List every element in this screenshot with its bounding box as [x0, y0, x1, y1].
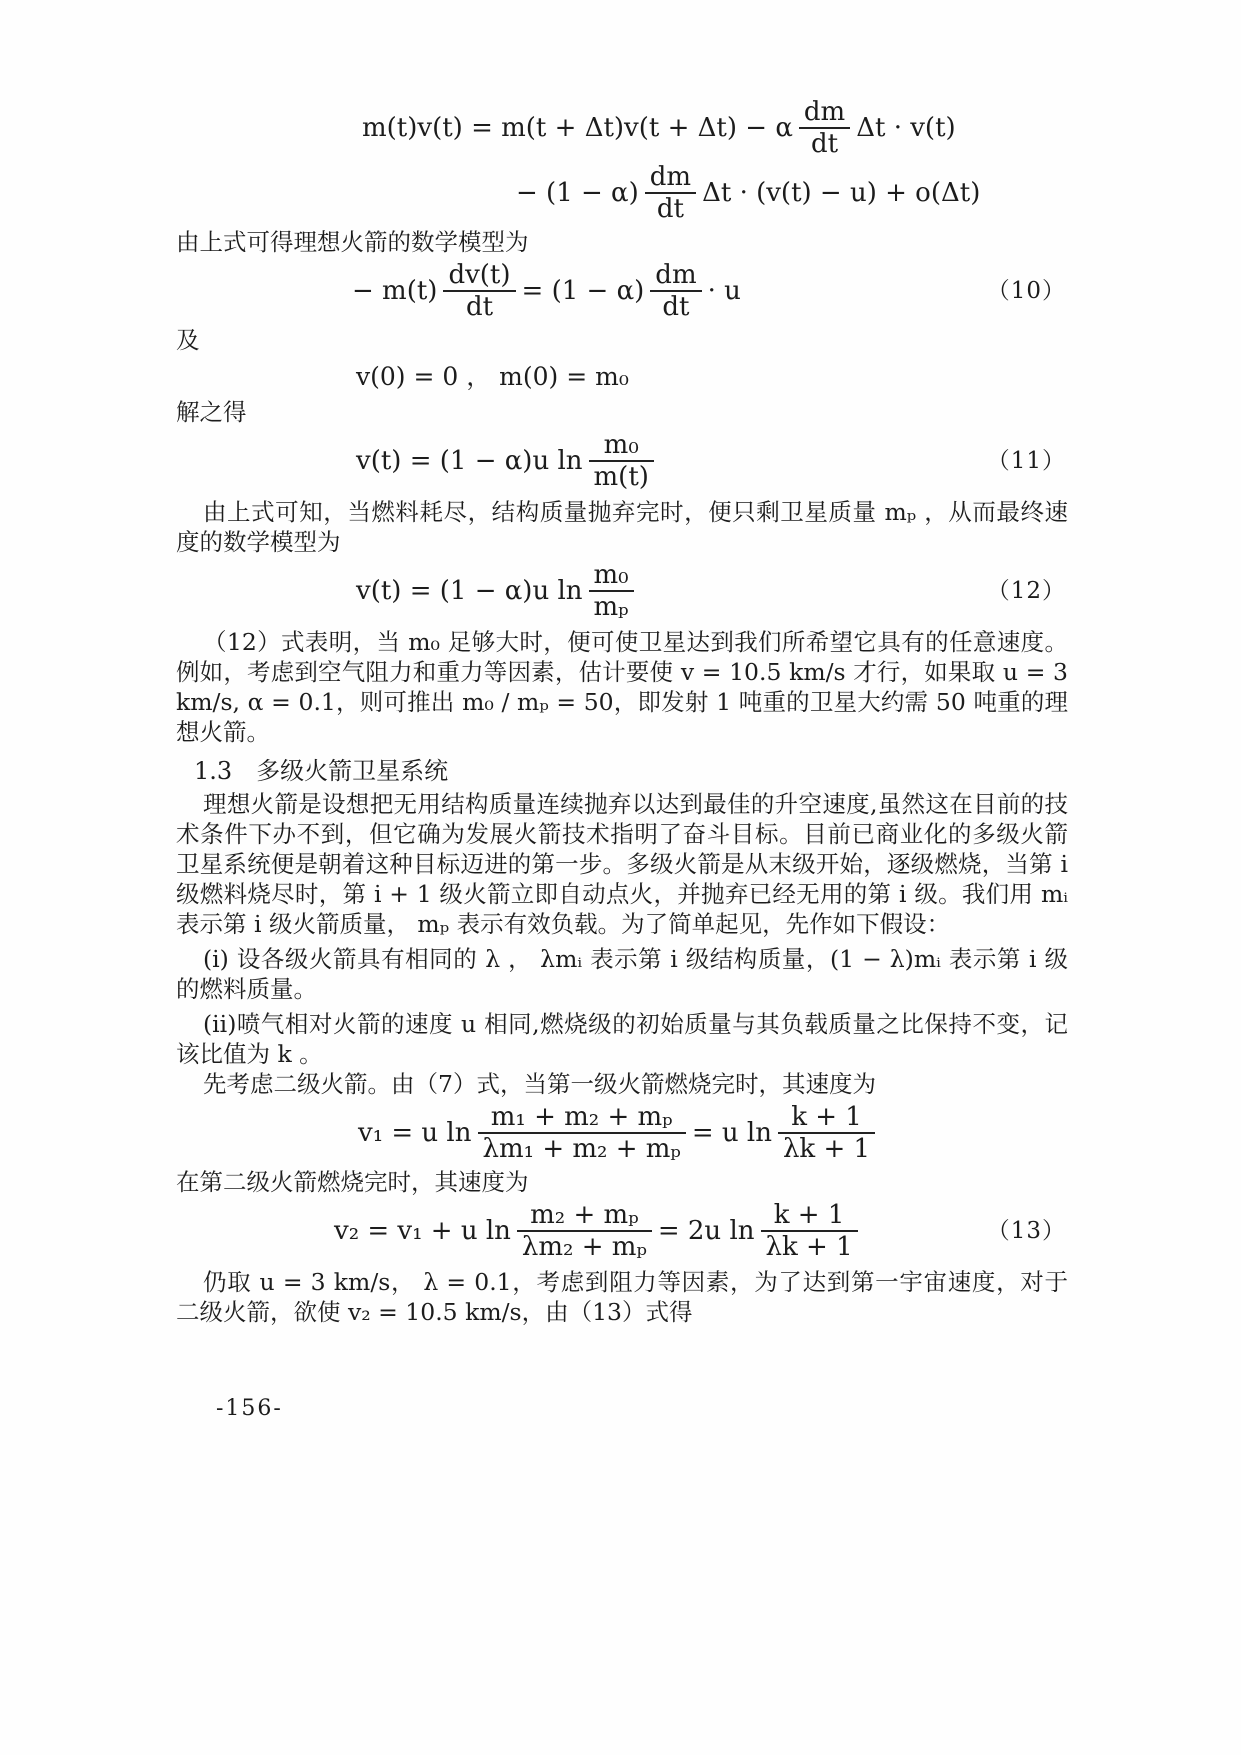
equation-text: = 2u ln [657, 1216, 755, 1247]
fraction-numerator: k + 1 [791, 1102, 862, 1133]
equation-text: v(t) = (1 − α)u ln [356, 446, 583, 477]
page-number: -156- [216, 1396, 283, 1421]
para-example: （12）式表明，当 m₀ 足够大时，便可使卫星达到我们所希望它具有的任意速度。例如，考虑到空气阻力和重力等因素，估计要使 v = 10.5 km/s 才行，如果取 u = 3 km/s, α = 0.1，则可推出 m₀ / mₚ = 50，即发射 1 吨重的卫星大约需 50 吨重的理想火箭。 [176, 628, 1068, 747]
equation-text: Δt · (v(t) − u) + o(Δt) [702, 178, 981, 208]
fraction-numerator: dm [649, 162, 692, 192]
equation-momentum-line1 [176, 97, 1068, 159]
fraction-numerator: m₀ [593, 560, 629, 591]
fraction-denominator: dt [799, 127, 850, 159]
fraction [650, 260, 701, 322]
fraction-denominator: m(t) [589, 460, 654, 492]
fraction-denominator: dt [650, 290, 701, 322]
equation-11 [176, 430, 1068, 492]
fraction [645, 162, 696, 224]
fraction-denominator: mₚ [589, 590, 634, 622]
equation-12 [176, 560, 1068, 622]
equation-text: v₂ = v₁ + u ln [334, 1216, 511, 1247]
para-assumption-ii: (ii)喷气相对火箭的速度 u 相同,燃烧级的初始质量与其负载质量之比保持不变，记该比值为 k 。 [176, 1010, 1068, 1069]
equation-text: Δt · v(t) [856, 113, 956, 143]
para-take-values: 仍取 u = 3 km/s， λ = 0.1，考虑到阻力等因素，为了达到第一宇宙速度，对于二级火箭，欲使 v₂ = 10.5 km/s，由（13）式得 [176, 1268, 1068, 1327]
fraction-numerator: m₂ + mₚ [530, 1200, 639, 1231]
fraction-numerator: dm [803, 97, 846, 127]
equation-number: （13） [986, 1218, 1066, 1245]
equation-number: （12） [986, 578, 1066, 605]
fraction [517, 1200, 652, 1262]
para-final-speed: 由上式可知，当燃料耗尽，结构质量抛弃完时，便只剩卫星质量 mₚ ，从而最终速度的数学模型为 [176, 498, 1068, 557]
fraction-numerator: k + 1 [773, 1200, 845, 1231]
equation-momentum-line2 [176, 162, 1068, 224]
para-model-intro: 由上式可得理想火箭的数学模型为 [176, 228, 529, 256]
equation-10 [176, 260, 1068, 322]
para-solve: 解之得 [176, 398, 247, 427]
para-assumption-i: (i) 设各级火箭具有相同的 λ ， λmᵢ 表示第 i 级结构质量，(1 − λ)mᵢ 表示第 i 级的燃料质量。 [176, 945, 1068, 1004]
equation-text: v(0) = 0 ， m(0) = m₀ [356, 362, 629, 392]
fraction-numerator: dm [655, 260, 697, 290]
equation-text: − (1 − α) [516, 178, 639, 208]
fraction [761, 1200, 858, 1262]
fraction-denominator: λm₁ + m₂ + mₚ [478, 1132, 686, 1164]
fraction [799, 97, 850, 159]
equation-text: v₁ = u ln [358, 1118, 472, 1149]
fraction [589, 560, 634, 622]
fraction [778, 1102, 875, 1164]
fraction-denominator: dt [443, 290, 515, 322]
heading-section-1-3: 1.3 多级火箭卫星系统 [194, 757, 449, 786]
equation-text: m(t)v(t) = m(t + Δt)v(t + Δt) − α [362, 113, 793, 143]
fraction-denominator: λk + 1 [778, 1132, 875, 1164]
para-and: 及 [176, 326, 200, 354]
fraction-denominator: λm₂ + mₚ [517, 1230, 652, 1262]
equation-initial-conditions [176, 360, 1068, 392]
page-content [176, 94, 1068, 1327]
equation-v1 [176, 1102, 1068, 1164]
equation-13 [176, 1200, 1068, 1262]
equation-text: − m(t) [352, 276, 438, 306]
para-multistage-intro: 理想火箭是设想把无用结构质量连续抛弃以达到最佳的升空速度,虽然这在目前的技术条件下办不到，但它确为发展火箭技术指明了奋斗目标。目前已商业化的多级火箭卫星系统便是朝着这种目标迈进的第一步。多级火箭是从末级开始，逐级燃烧，当第 i 级燃料烧尽时，第 i + 1 级火箭立即自动点火，并抛弃已经无用的第 i 级。我们用 mᵢ 表示第 i 级火箭质量， mₚ 表示有效负载。为了简单起见，先作如下假设： [176, 790, 1068, 939]
equation-text: · u [707, 276, 741, 306]
fraction-denominator: dt [645, 192, 696, 224]
equation-text: v(t) = (1 − α)u ln [356, 576, 583, 607]
equation-text: = (1 − α) [521, 276, 645, 306]
fraction-numerator: m₁ + m₂ + mₚ [490, 1102, 673, 1133]
equation-number: （11） [986, 448, 1066, 475]
para-two-stage-intro: 先考虑二级火箭。由（7）式，当第一级火箭燃烧完时，其速度为 [203, 1070, 876, 1099]
fraction [478, 1102, 686, 1164]
fraction-numerator: m₀ [603, 430, 639, 461]
para-second-stage: 在第二级火箭燃烧完时，其速度为 [176, 1168, 529, 1197]
equation-number: （10） [986, 278, 1066, 304]
equation-text: = u ln [691, 1118, 772, 1149]
fraction-denominator: λk + 1 [761, 1230, 858, 1262]
fraction [589, 430, 654, 492]
fraction-numerator: dv(t) [448, 260, 511, 290]
fraction [443, 260, 515, 322]
